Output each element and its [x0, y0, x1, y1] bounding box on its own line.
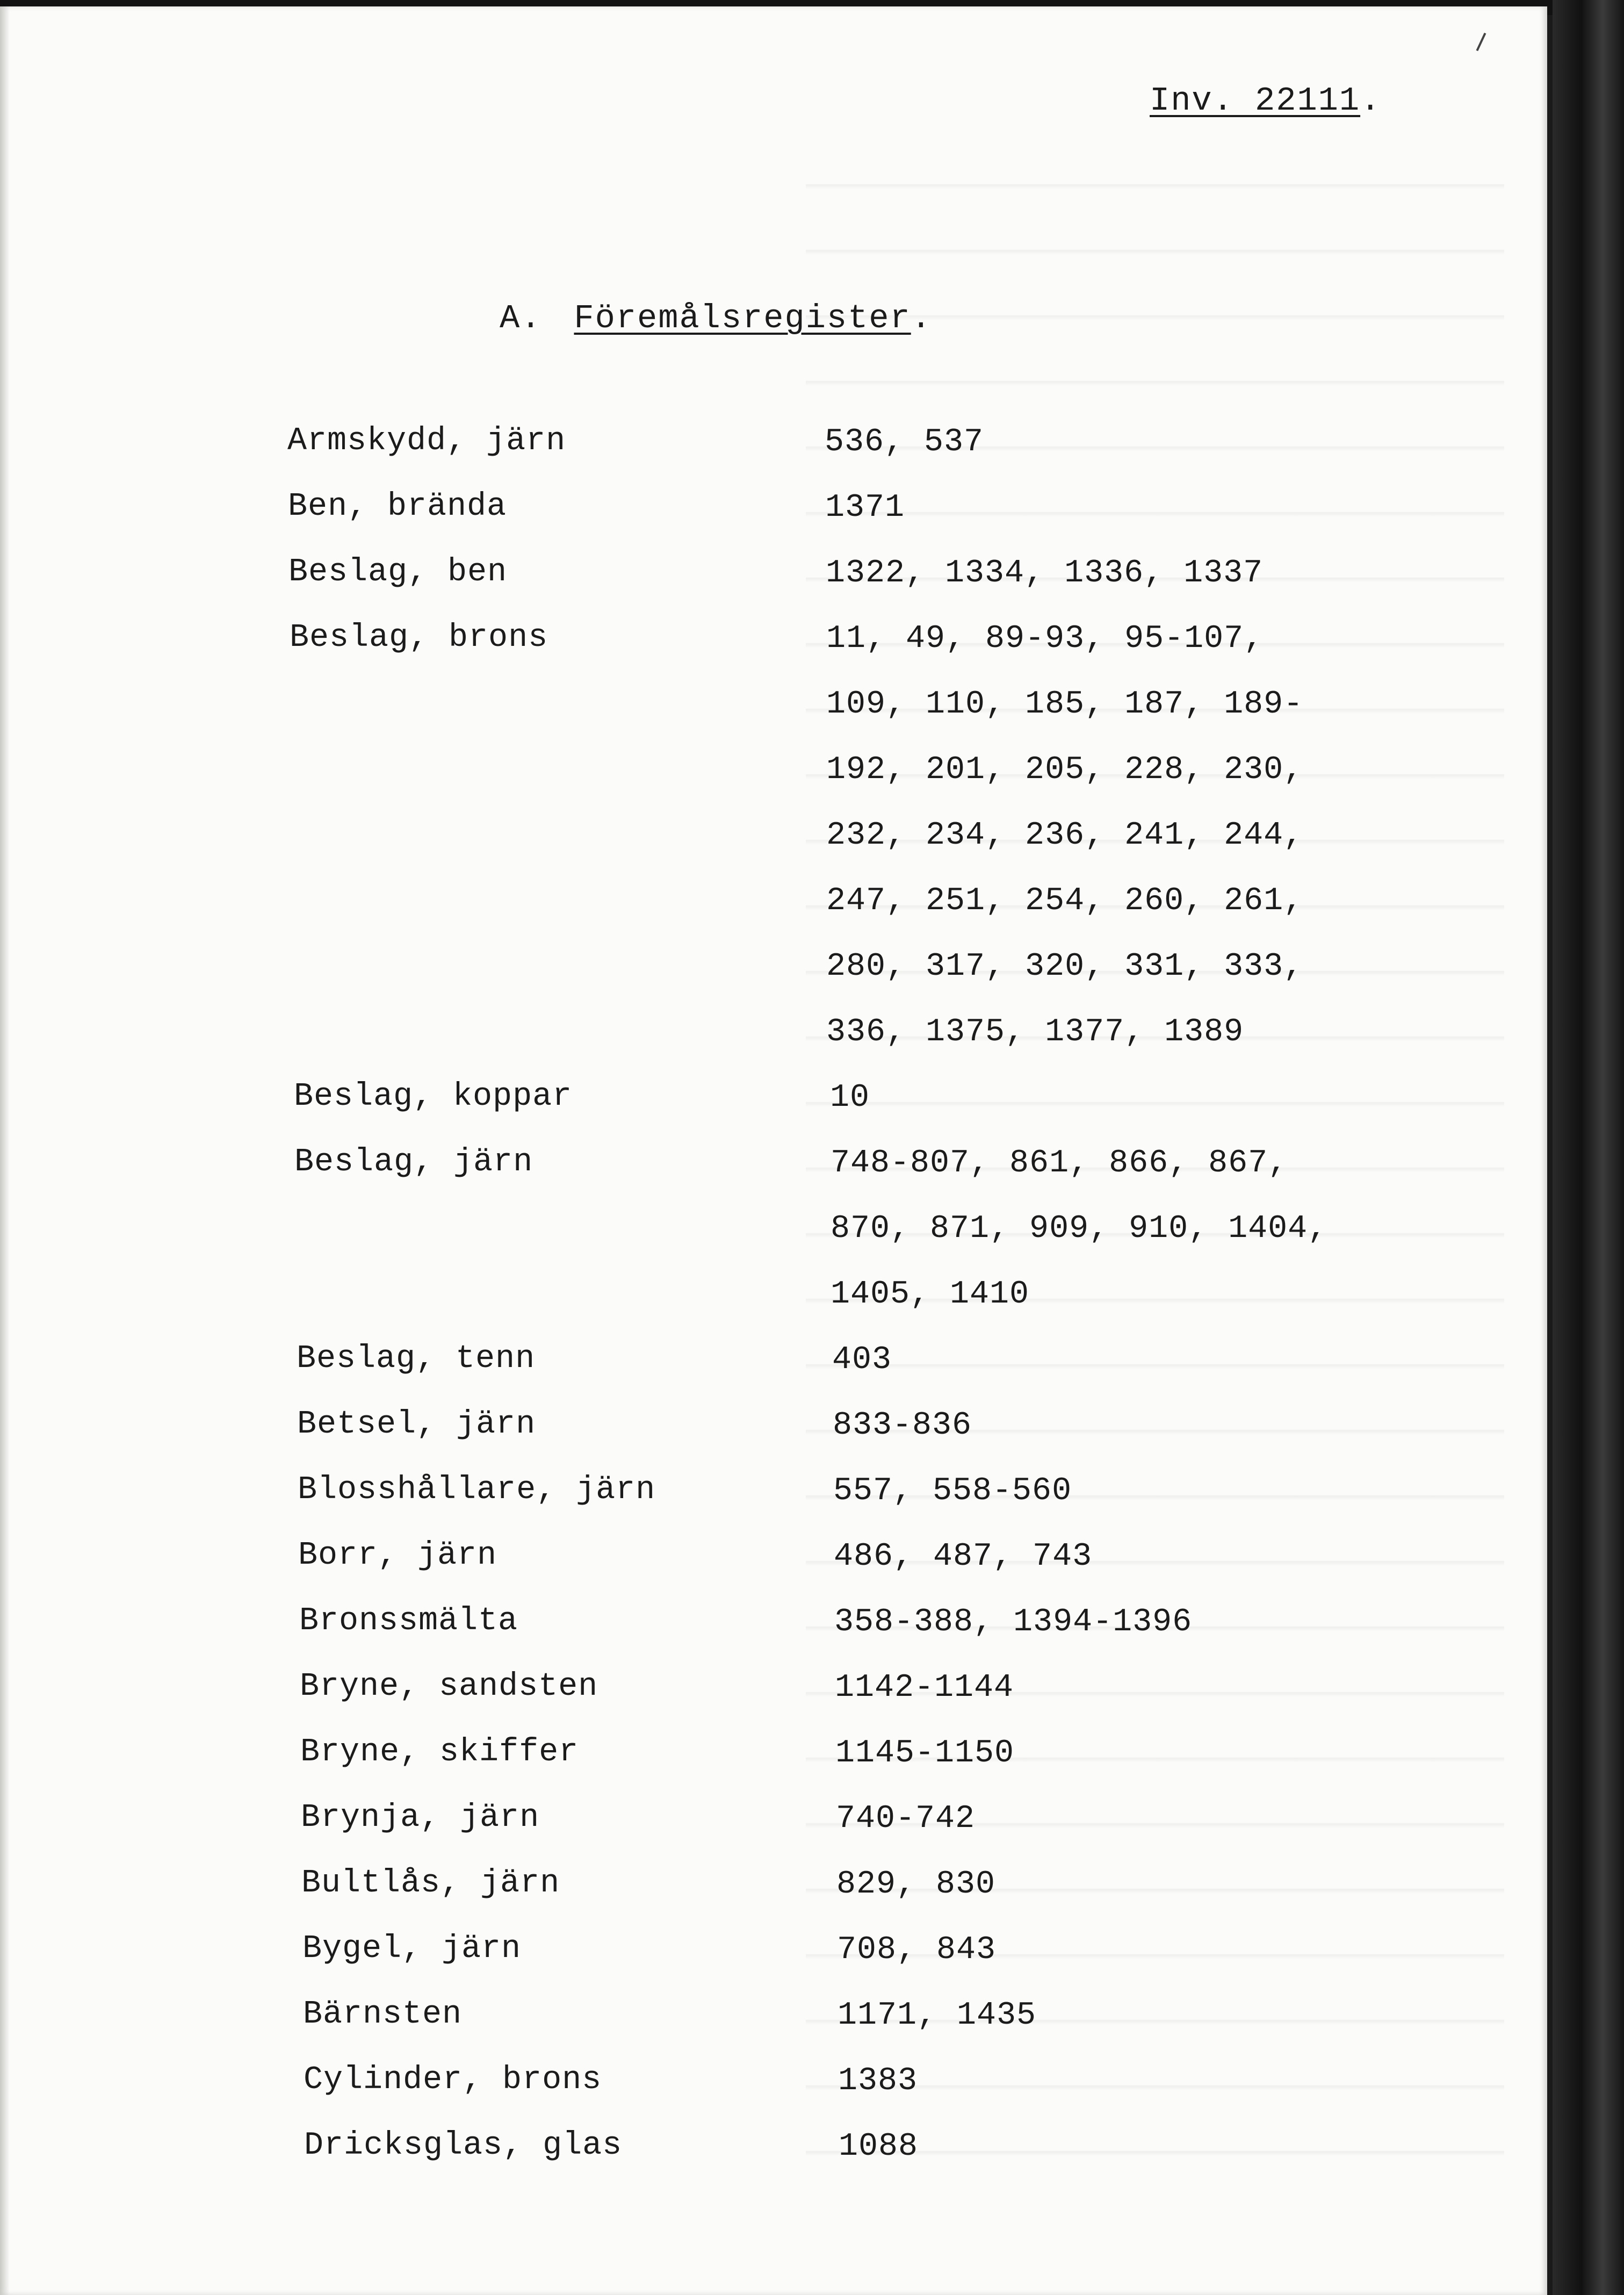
entry-numbers: [834, 1537, 1371, 1603]
entry-numbers: [826, 620, 1363, 1078]
entry-numbers: [831, 1144, 1368, 1341]
entry-name: Bryne, skiffer: [300, 1734, 579, 1771]
entry-name: Borr, järn: [298, 1537, 497, 1574]
register-list: [0, 6, 1547, 2295]
entry-number-line: 109, 110, 185, 187, 189-: [826, 686, 1304, 723]
entry-number-line: 336, 1375, 1377, 1389: [826, 1014, 1244, 1051]
entry-name: Bärnsten: [303, 1996, 463, 2033]
entry-number-line: 829, 830: [836, 1866, 996, 1903]
entry-number-line: 1383: [838, 2063, 918, 2099]
entry-name: Cylinder, brons: [304, 2062, 602, 2098]
entry-name: Beslag, ben: [288, 554, 508, 591]
entry-number-line: 280, 317, 320, 331, 333,: [826, 948, 1304, 985]
entry-number-line: 232, 234, 236, 241, 244,: [826, 817, 1304, 854]
entry-number-line: 833-836: [833, 1407, 972, 1444]
entry-numbers: [833, 1472, 1370, 1537]
entry-numbers: [838, 1996, 1375, 2062]
entry-name: Ben, brända: [288, 488, 507, 525]
entry-numbers: [826, 554, 1363, 620]
entry-name: Bryne, sandsten: [300, 1668, 598, 1705]
entry-number-line: 1145-1150: [835, 1735, 1015, 1772]
entry-numbers: [836, 1800, 1373, 1865]
entry-numbers: [834, 1603, 1372, 1668]
entry-numbers: [825, 423, 1362, 488]
document-page: [0, 6, 1547, 2295]
inventory-number-text: Inv. 22111: [1150, 82, 1361, 120]
entry-number-line: 708, 843: [837, 1932, 997, 1968]
entry-number-line: 11, 49, 89-93, 95-107,: [826, 621, 1264, 657]
inventory-number-suffix: .: [1360, 82, 1382, 120]
entry-number-line: 1171, 1435: [838, 1997, 1037, 2034]
section-letter: A.: [500, 299, 542, 337]
entry-numbers: [835, 1668, 1372, 1734]
entry-name: Armskydd, järn: [287, 423, 566, 459]
entry-name: Bronssmälta: [299, 1603, 518, 1639]
entry-name: Brynja, järn: [301, 1800, 540, 1836]
entry-number-line: 10: [830, 1080, 870, 1116]
entry-number-line: 557, 558-560: [833, 1473, 1072, 1509]
entry-number-line: 740-742: [836, 1801, 976, 1837]
entry-number-line: 403: [832, 1342, 892, 1378]
entry-number-line: 1371: [825, 490, 905, 526]
entry-numbers: [837, 1931, 1374, 1996]
entry-name: Bygel, järn: [302, 1931, 522, 1967]
entry-name: Beslag, koppar: [294, 1078, 573, 1115]
entry-numbers: [835, 1734, 1373, 1800]
entry-numbers: [836, 1865, 1374, 1931]
entry-number-line: 748-807, 861, 866, 867,: [831, 1145, 1288, 1182]
entry-numbers: [839, 2127, 1376, 2193]
entry-name: Dricksglas, glas: [304, 2127, 623, 2164]
entry-name: Beslag, brons: [290, 620, 548, 656]
entry-number-line: 192, 201, 205, 228, 230,: [826, 752, 1304, 788]
entry-number-line: 358-388, 1394-1396: [834, 1604, 1193, 1641]
entry-numbers: [825, 488, 1362, 554]
entry-numbers: [838, 2062, 1375, 2127]
entry-number-line: 536, 537: [825, 424, 984, 461]
entry-name: Blosshållare, järn: [298, 1472, 656, 1508]
entry-number-line: 870, 871, 909, 910, 1404,: [831, 1211, 1328, 1247]
entry-number-line: 1088: [839, 2128, 919, 2165]
scan-border-right: [1553, 0, 1624, 2295]
entry-name: Betsel, järn: [297, 1406, 536, 1443]
entry-number-line: 1142-1144: [835, 1670, 1014, 1706]
entry-numbers: [830, 1078, 1367, 1144]
entry-numbers: [832, 1341, 1369, 1406]
entry-numbers: [833, 1406, 1370, 1472]
entry-number-line: 1322, 1334, 1336, 1337: [826, 555, 1264, 592]
entry-name: Beslag, järn: [294, 1144, 533, 1181]
section-title: Föremålsregister: [574, 299, 911, 337]
entry-number-line: 247, 251, 254, 260, 261,: [826, 883, 1304, 919]
entry-number-line: 1405, 1410: [831, 1276, 1030, 1313]
entry-name: Bultlås, järn: [301, 1865, 560, 1902]
entry-name: Beslag, tenn: [297, 1341, 536, 1377]
entry-number-line: 486, 487, 743: [834, 1538, 1093, 1575]
section-title-suffix: .: [911, 299, 932, 337]
